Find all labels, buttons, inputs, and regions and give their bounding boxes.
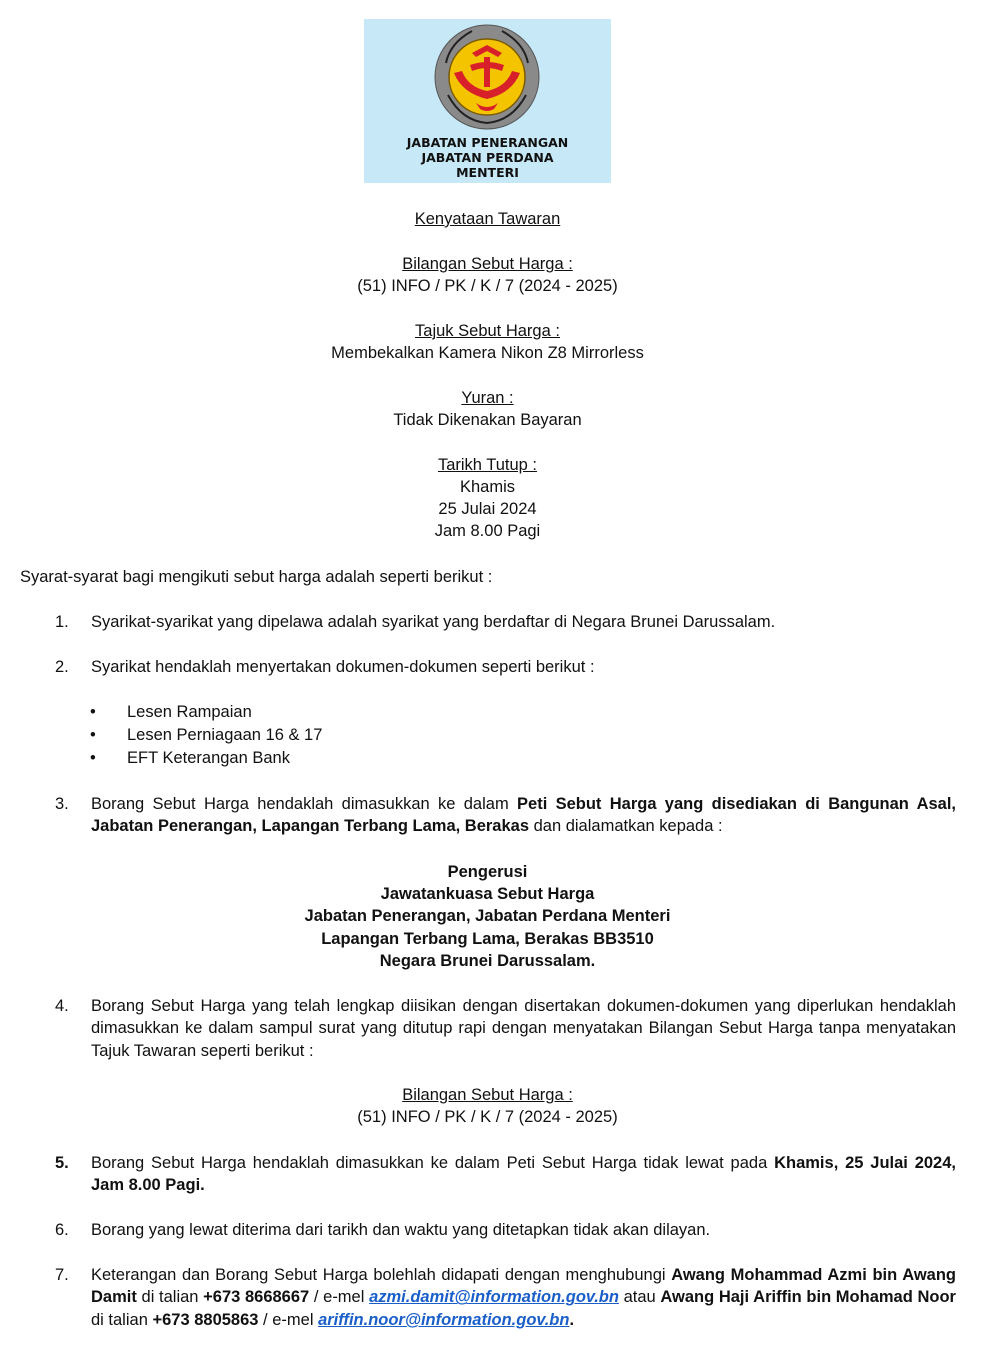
tajuk-label: Tajuk Sebut Harga : [415,322,560,340]
contact-name-1: Awang Mohammad Azmi bin Awang Damit [91,1266,957,1307]
item-number: 2. [55,658,69,676]
item-text-pre: Borang Sebut Harga hendaklah dimasukkan ke dalam [91,795,518,813]
contact-phone-2: +673 8805863 [152,1310,259,1329]
item-text [91,1264,956,1331]
bullet-text: Lesen Perniagaan 16 & 17 [127,726,323,744]
address-line-2: Jawatankuasa Sebut Harga [380,885,595,903]
contact-text-end: . [569,1310,575,1329]
item-number: 6. [55,1221,69,1239]
bilangan-label-repeat: Bilangan Sebut Harga : [402,1086,573,1104]
logo-org-line-1: JABATAN PENERANGAN [406,135,569,150]
tarikh-tutup-day: Khamis [459,478,516,496]
yuran-label: Yuran : [461,389,514,407]
item-text: Borang Sebut Harga yang telah lengkap diisikan dengan disertakan dokumen-dokumen yang diperlukan hendaklah dimasukkan ke dalam sampul surat yang ditutup rapi dengan menyatakan Bilangan Sebut Harga tanpa menyatakan Tajuk Tawaran seperti berikut : [91,997,956,1060]
bullet-icon: • [90,703,96,721]
logo-org-name [364,135,611,180]
notice-heading: Kenyataan Tawaran [414,210,561,228]
bilangan-value-repeat: (51) INFO / PK / K / 7 (2024 - 2025) [357,1108,618,1126]
item-number: 3. [55,795,69,813]
brunei-crest-emblem [432,23,542,131]
tarikh-tutup-time: Jam 8.00 Pagi [434,522,541,540]
item-text: Syarikat hendaklah menyertakan dokumen-dokumen seperti berikut : [91,658,595,676]
contact-text: di talian [91,1310,153,1329]
contact-phone-1: +673 8668667 [203,1288,310,1307]
item-number: 4. [55,997,69,1015]
contact-email-link-1[interactable]: azmi.damit@information.gov.bn [369,1288,619,1307]
address-line-1: Pengerusi [447,863,528,881]
contact-text: Keterangan dan Borang Sebut Harga bolehlah didapati dengan menghubungi [91,1266,672,1284]
conditions-intro: Syarat-syarat bagi mengikuti sebut harga adalah seperti berikut : [20,568,493,586]
item-text: Syarikat-syarikat yang dipelawa adalah syarikat yang berdaftar di Negara Brunei Darussalam. [91,613,776,631]
item-text-pre: Borang Sebut Harga hendaklah dimasukkan ke dalam Peti Sebut Harga tidak lewat pada [91,1154,775,1172]
logo-org-line-2: JABATAN PERDANA [421,150,554,165]
tarikh-tutup-label: Tarikh Tutup : [437,456,538,474]
bullet-icon: • [90,726,96,744]
bilangan-label: Bilangan Sebut Harga : [402,255,573,273]
item-text-bold: Khamis, 25 Julai 2024, Jam 8.00 Pagi. [91,1154,956,1195]
logo-org-line-3: MENTERI [456,165,519,180]
tajuk-value: Membekalkan Kamera Nikon Z8 Mirrorless [331,344,644,362]
bilangan-value: (51) INFO / PK / K / 7 (2024 - 2025) [357,277,618,295]
contact-name-2: Awang Haji Ariffin bin Mohamad Noor [660,1288,956,1307]
bullet-text: Lesen Rampaian [127,703,252,721]
bullet-text: EFT Keterangan Bank [127,749,290,767]
item-text: Borang yang lewat diterima dari tarikh dan waktu yang ditetapkan tidak akan dilayan. [91,1221,711,1239]
contact-text: / e-mel [309,1288,370,1307]
contact-text: / e-mel [258,1310,319,1329]
department-logo [364,19,611,183]
contact-text: atau [618,1288,661,1307]
item-number: 5. [55,1154,69,1172]
bullet-icon: • [90,749,96,767]
item-number: 1. [55,613,69,631]
address-line-5: Negara Brunei Darussalam. [379,952,596,970]
item-number: 7. [55,1266,69,1284]
item-text [91,1152,956,1197]
contact-text: di talian [136,1288,204,1307]
yuran-value: Tidak Dikenakan Bayaran [393,411,582,429]
item-text-post: dan dialamatkan kepada : [529,817,723,836]
item-text [91,793,956,838]
contact-email-link-2[interactable]: ariffin.noor@information.gov.bn [318,1310,570,1329]
item-text-bold: Peti Sebut Harga yang disediakan di Bangunan Asal, Jabatan Penerangan, Lapangan Terbang Lama, Berakas [91,795,957,836]
address-line-3: Jabatan Penerangan, Jabatan Perdana Menteri [304,907,671,925]
address-line-4: Lapangan Terbang Lama, Berakas BB3510 [321,930,654,948]
tarikh-tutup-date: 25 Julai 2024 [438,500,537,518]
